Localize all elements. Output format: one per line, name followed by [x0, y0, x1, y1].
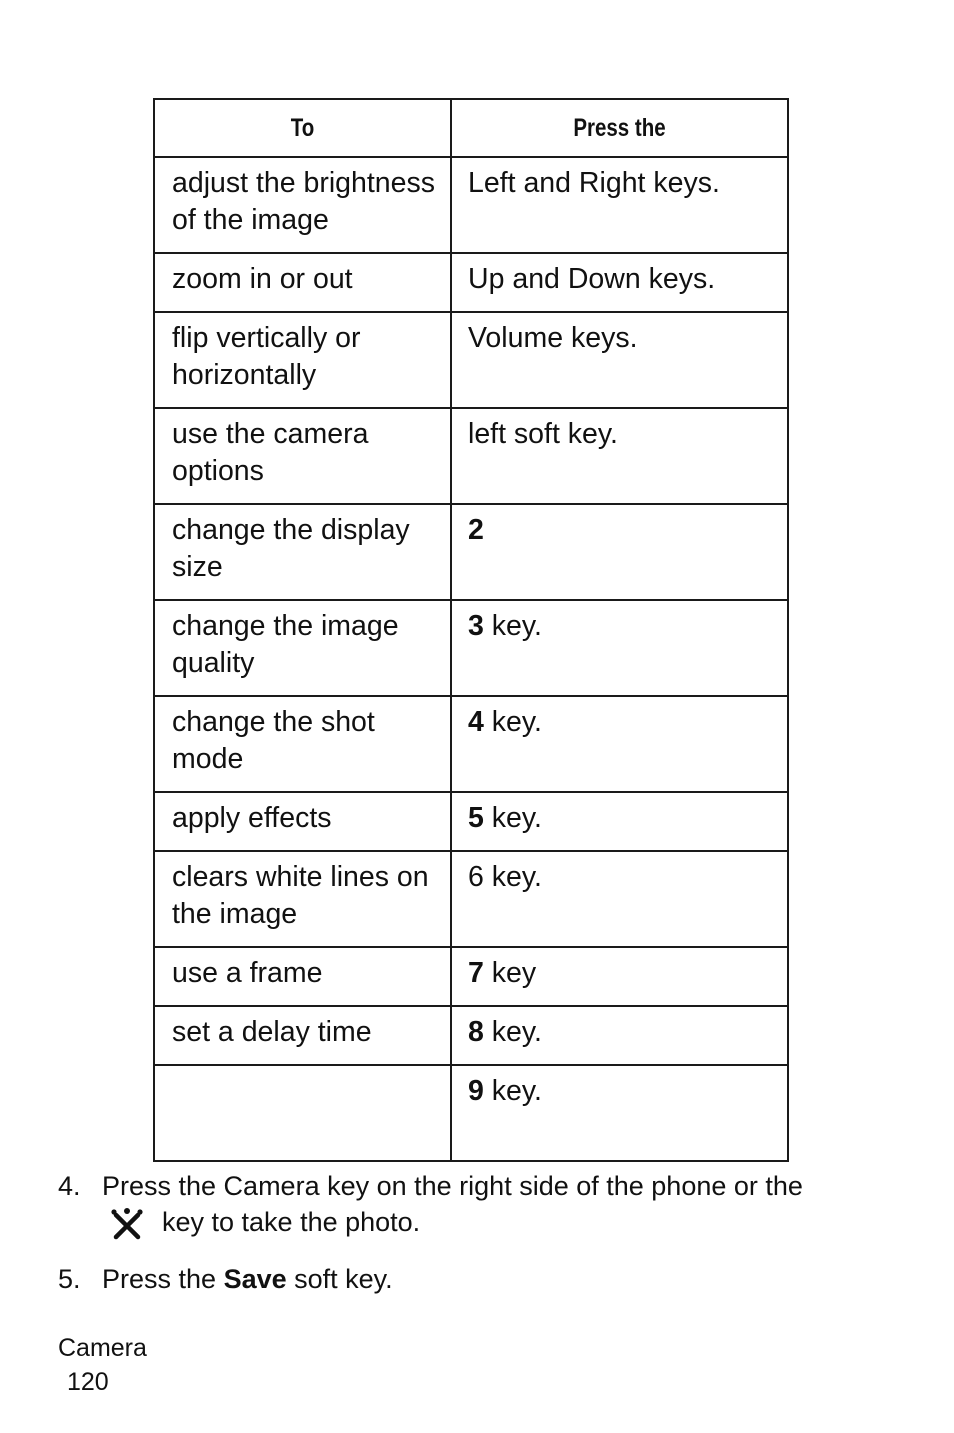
table-row	[154, 696, 788, 792]
table-row	[154, 312, 788, 408]
save-soft-key-label: Save	[223, 1264, 287, 1294]
key-cell: 3 key.	[451, 600, 788, 696]
action-cell: clears white lines on the image	[154, 851, 451, 947]
table-header-row	[154, 99, 788, 157]
header-to: To	[181, 99, 425, 157]
key-cell: left soft key.	[451, 408, 788, 504]
key-cell: 8 key.	[451, 1006, 788, 1065]
page-footer	[58, 1331, 147, 1399]
table-row	[154, 792, 788, 851]
key-cell: Left and Right keys.	[451, 157, 788, 253]
header-press-the: Press the	[481, 99, 757, 157]
key-cell: 7 key	[451, 947, 788, 1006]
section-name: Camera	[58, 1334, 147, 1362]
step-number: 4.	[58, 1171, 81, 1201]
step-4	[58, 1168, 918, 1241]
table-row	[154, 157, 788, 253]
key-cell: 6 key.	[451, 851, 788, 947]
table-row	[154, 1065, 788, 1161]
step-text-cont: soft key.	[286, 1264, 393, 1294]
action-cell: use a frame	[154, 947, 451, 1006]
table-row	[154, 851, 788, 947]
action-cell: change the display size	[154, 504, 451, 600]
step-text-cont: key to take the photo.	[162, 1207, 421, 1237]
action-cell: flip vertically or horizontally	[154, 312, 451, 408]
table-row	[154, 253, 788, 312]
step-number: 5.	[58, 1264, 81, 1294]
action-cell: set a delay time	[154, 1006, 451, 1065]
step-text: Press the	[102, 1264, 224, 1294]
step-text: Press the Camera key on the right side of the phone or the	[102, 1171, 803, 1201]
table-row	[154, 408, 788, 504]
table-row	[154, 600, 788, 696]
action-cell	[154, 1065, 451, 1161]
action-cell: use the camera options	[154, 408, 451, 504]
key-cell: 9 key.	[451, 1065, 788, 1161]
action-cell: adjust the brightness of the image	[154, 157, 451, 253]
key-cell: Up and Down keys.	[451, 253, 788, 312]
table-row	[154, 1006, 788, 1065]
key-cell: 5 key.	[451, 792, 788, 851]
action-cell: change the image quality	[154, 600, 451, 696]
action-cell: change the shot mode	[154, 696, 451, 792]
page-number: 120	[67, 1368, 109, 1396]
camera-key-icon	[110, 1207, 144, 1241]
step-5	[58, 1261, 918, 1297]
key-cell: Volume keys.	[451, 312, 788, 408]
action-cell: apply effects	[154, 792, 451, 851]
action-cell: zoom in or out	[154, 253, 451, 312]
key-cell: 2	[451, 504, 788, 600]
table-row	[154, 947, 788, 1006]
key-function-table	[153, 98, 789, 1162]
instruction-steps	[58, 1168, 918, 1297]
table-row	[154, 504, 788, 600]
key-cell: 4 key.	[451, 696, 788, 792]
